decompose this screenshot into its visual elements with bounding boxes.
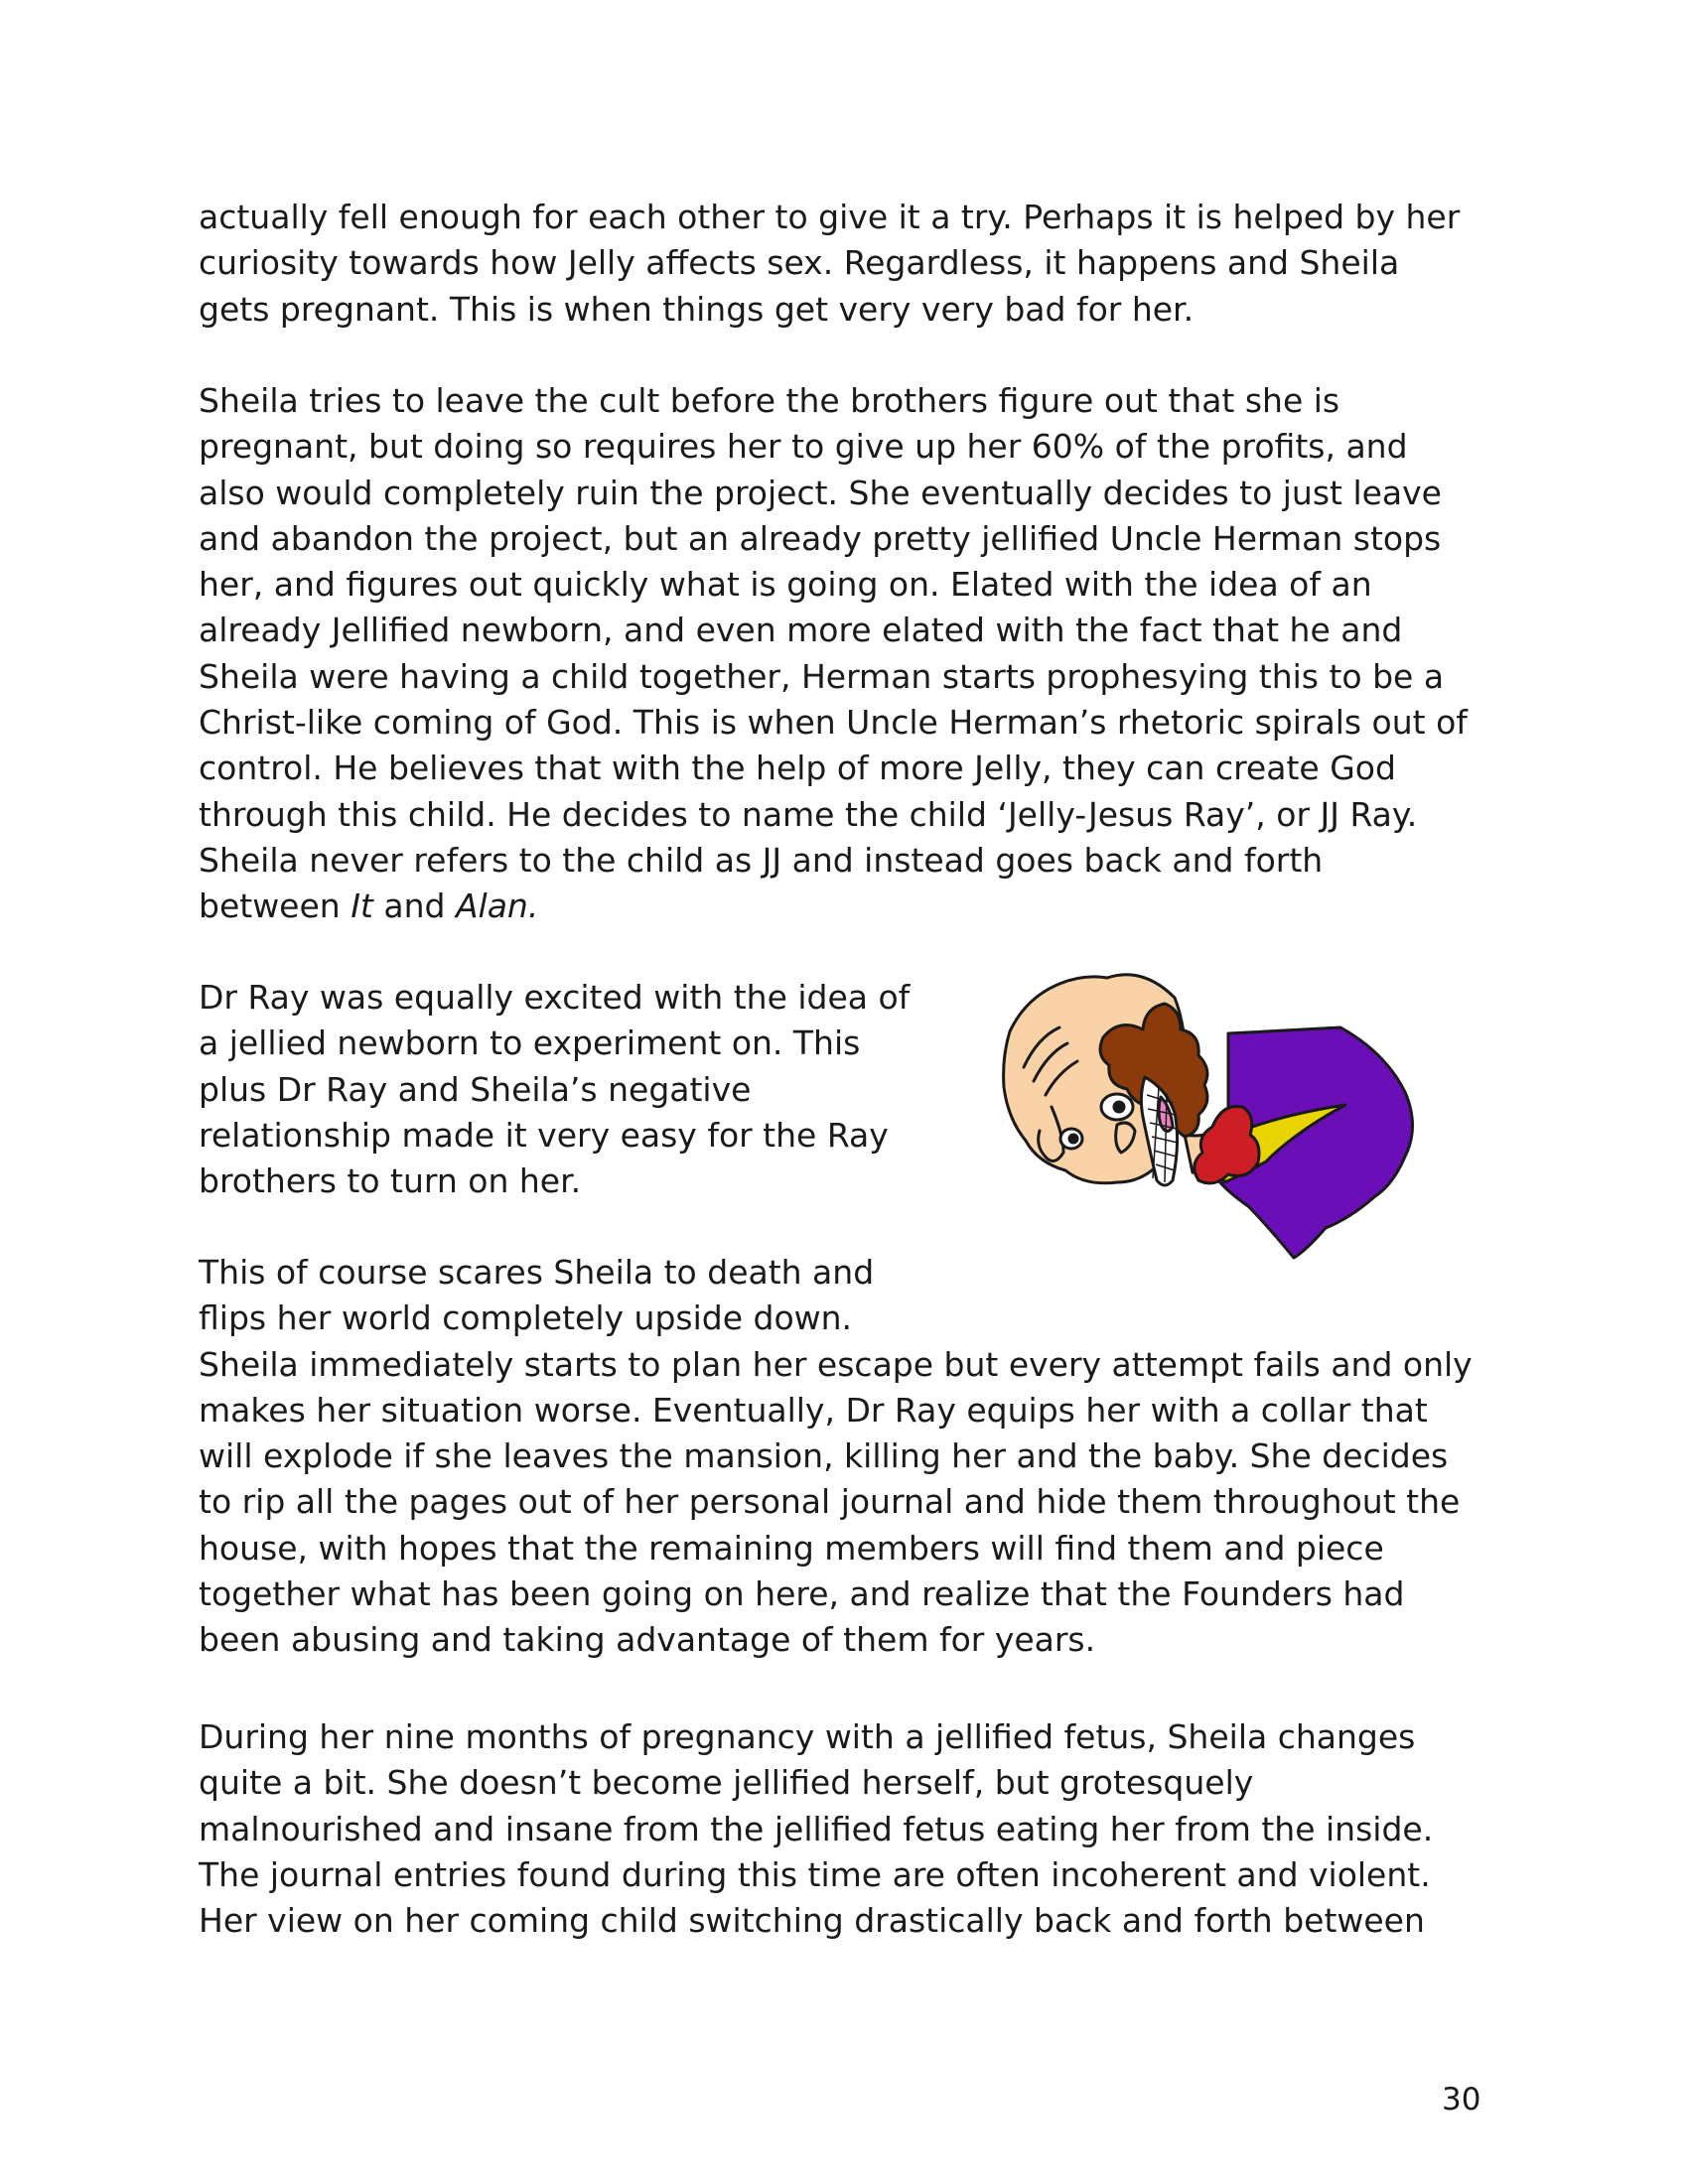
text-line: This of course scares Sheila to death and [199,1253,875,1292]
text-line: already Jellified newborn, and even more elated with the fact that he and [199,611,1403,650]
text-line-last [199,884,1468,929]
text-line: relationship made it very easy for the Ray [199,1115,889,1155]
text-line: a jellied newborn to experiment on. This [199,1024,861,1063]
text-line: Sheila immediately starts to plan her escape but every attempt fails and only [199,1344,1473,1384]
text-line: brothers to turn on her. [199,1161,582,1201]
text-line: house, with hopes that the remaining members will find them and piece [199,1528,1384,1568]
text-line: Christ-like coming of God. This is when Uncle Herman’s rhetoric spirals out of [199,703,1468,743]
italic-text-alan: Alan. [455,887,539,926]
text-line: to rip all the pages out of her personal journal and hide them throughout the [199,1482,1461,1522]
text-line: pregnant, but doing so requires her to give up her 60% of the profits, and [199,427,1408,467]
paragraph-4 [199,1250,1473,1664]
text-line: will explode if she leaves the mansion, killing her and the baby. She decides [199,1436,1449,1476]
text-line: plus Dr Ray and Sheila’s negative [199,1069,752,1109]
text-fragment: and [372,887,456,926]
paragraph-3 [199,975,910,1204]
text-line: makes her situation worse. Eventually, Dr Ray equips her with a collar that [199,1390,1428,1430]
text-line: curiosity towards how Jelly affects sex. Regardless, it happens and Sheila [199,243,1400,283]
text-line: been abusing and taking advantage of them for years. [199,1620,1096,1660]
text-line: her, and figures out quickly what is going on. Elated with the idea of an [199,565,1372,605]
text-line: together what has been going on here, and realize that the Founders had [199,1574,1405,1614]
paragraph-2 [199,378,1468,930]
paragraph-5 [199,1714,1433,1944]
text-line: also would completely ruin the project. She eventually decides to just leave [199,473,1442,512]
text-line: Her view on her coming child switching drastically back and forth between [199,1901,1425,1941]
text-line: gets pregnant. This is when things get very very bad for her. [199,289,1195,329]
text-line: Sheila were having a child together, Herman starts prophesying this to be a [199,656,1445,696]
text-line: During her nine months of pregnancy with a jellified fetus, Sheila changes [199,1717,1416,1756]
pupil-left [1114,1102,1124,1112]
text-line: The journal entries found during this time are often incoherent and violent. [199,1854,1431,1894]
text-line: quite a bit. She doesn’t become jellified herself, but grotesquely [199,1763,1254,1803]
paragraph-1 [199,195,1460,333]
text-line: malnourished and insane from the jellified fetus eating her from the inside. [199,1809,1434,1848]
text-line: Sheila never refers to the child as JJ and instead goes back and forth [199,840,1324,880]
text-line: actually fell enough for each other to give it a try. Perhaps it is helped by her [199,198,1461,236]
tilted-character-illustration [968,958,1435,1266]
text-fragment: between [199,887,352,926]
pupil-right [1069,1135,1077,1143]
text-line: flips her world completely upside down. [199,1298,853,1338]
text-line: and abandon the project, but an already pretty jellified Uncle Herman stops [199,518,1442,558]
page-number: 30 [1442,2082,1481,2117]
bowtie-shape [1195,1106,1259,1182]
italic-text-it: It [351,887,373,926]
text-line: Dr Ray was equally excited with the idea of [199,978,911,1017]
text-line: Sheila tries to leave the cult before the brothers figure out that she is [199,381,1340,420]
text-line: control. He believes that with the help of more Jelly, they can create God [199,749,1396,788]
text-line: through this child. He decides to name the child ‘Jelly-Jesus Ray’, or JJ Ray. [199,794,1418,834]
